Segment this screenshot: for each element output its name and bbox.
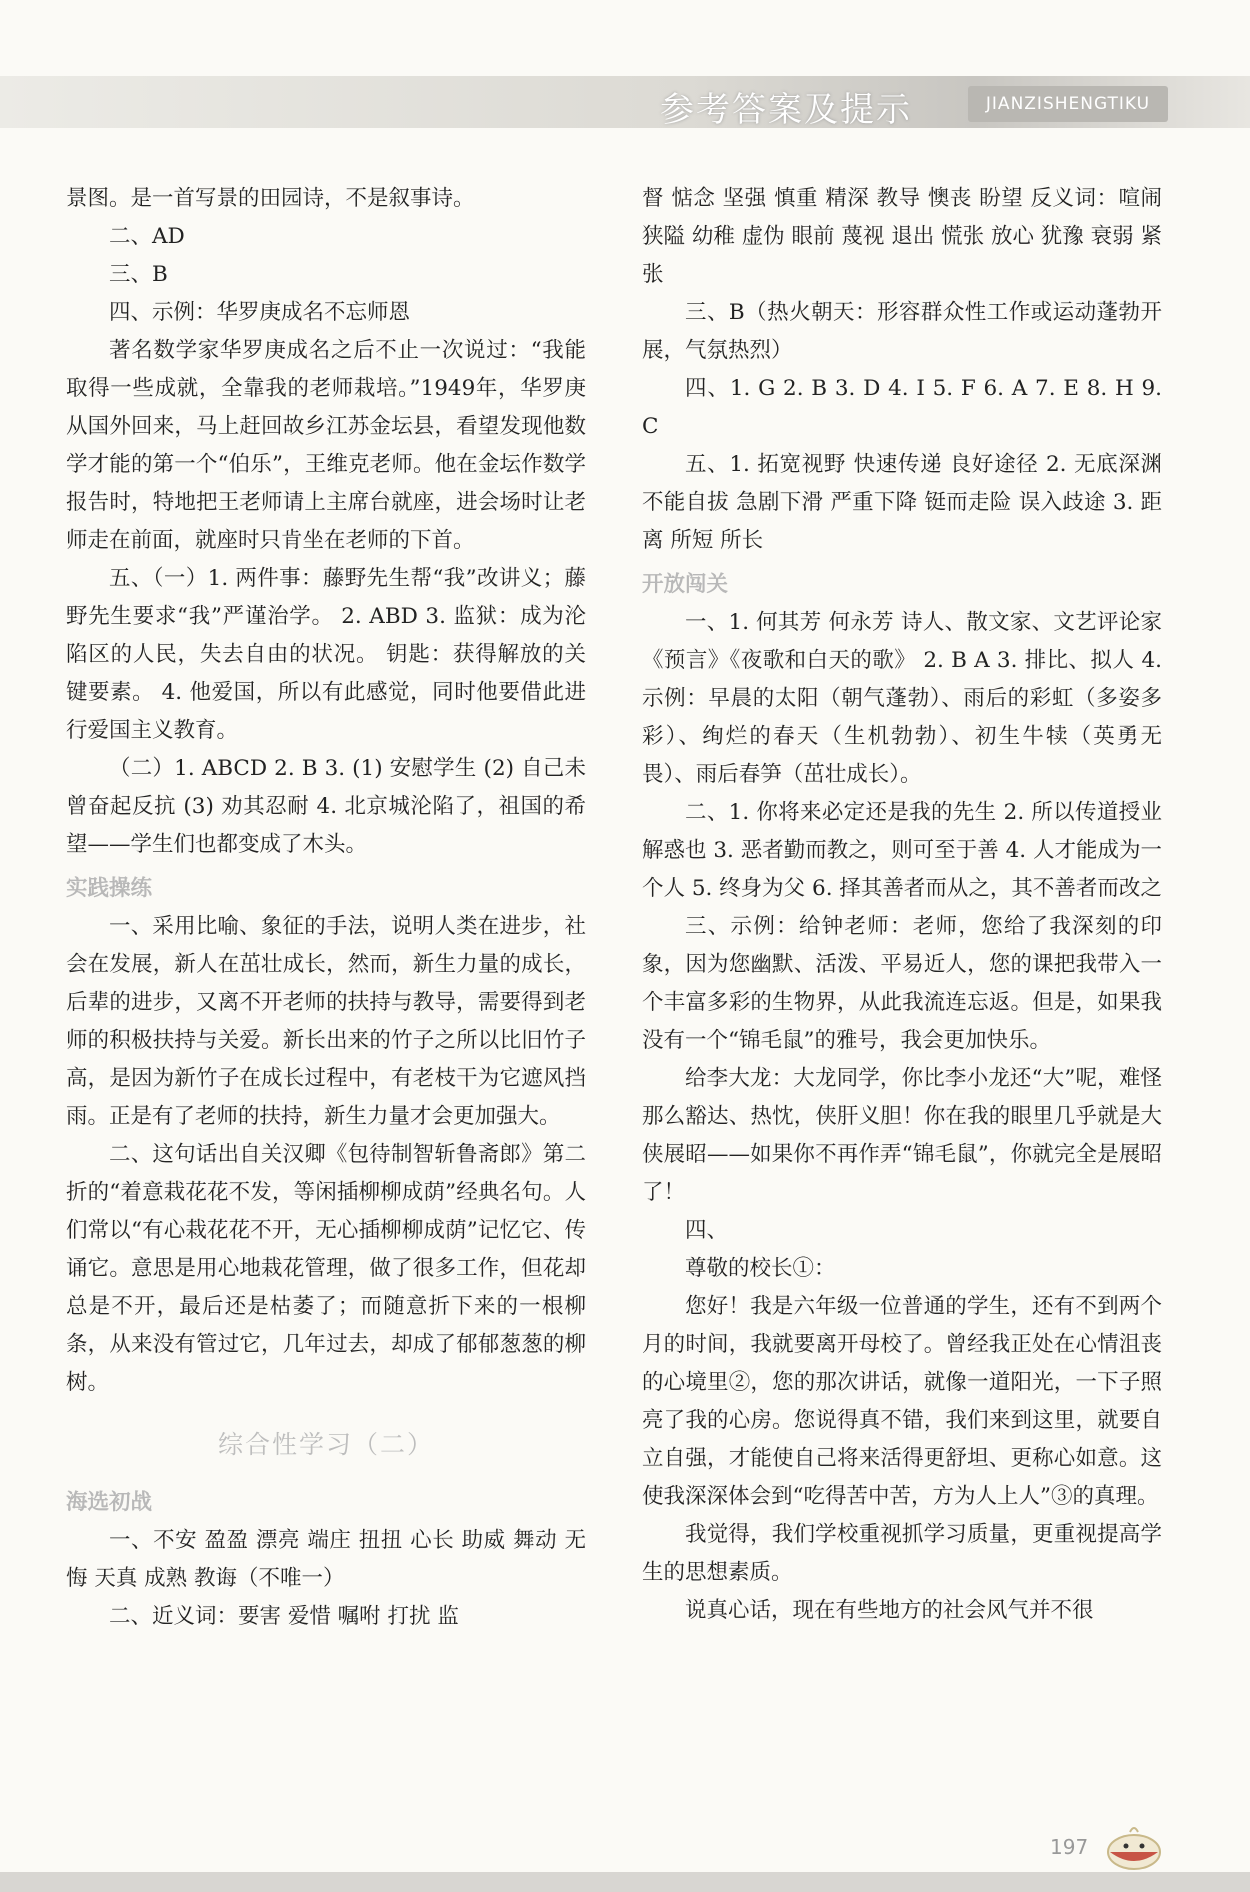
right-column: [642, 180, 1162, 1630]
paragraph: 景图。是一首写景的田园诗，不是叙事诗。: [66, 186, 475, 211]
left-column: [66, 180, 586, 1636]
paragraph: 一、不安 盈盈 漂亮 端庄 扭扭 心长 助威 舞动 无悔 天真 成熟 教诲（不唯一）: [66, 1528, 586, 1591]
section-heading-practice: 实践操练: [66, 876, 153, 901]
paragraph: 尊敬的校长①：: [685, 1256, 836, 1281]
paragraph: 二、AD: [109, 224, 185, 249]
section-heading-select: 海选初战: [66, 1490, 153, 1515]
paragraph: 给李大龙：大龙同学，你比李小龙还“大”呢，难怪那么豁达、热忱，侠肝义胆！你在我的眼里几乎就是大侠展昭——如果你不再作弄“锦毛鼠”，你就完全是展昭了！: [642, 1066, 1162, 1205]
paragraph: 您好！我是六年级一位普通的学生，还有不到两个月的时间，我就要离开母校了。曾经我正处在心情沮丧的心境里②，您的那次讲话，就像一道阳光，一下子照亮了我的心房。您说得真不错，我们来到这里，就要自立自强，才能使自己将来活得更舒坦、更称心如意。这使我深深体会到“吃得苦中苦，方为人上人”③的真理。: [642, 1294, 1162, 1509]
paragraph: 一、采用比喻、象征的手法，说明人类在进步，社会在发展，新人在茁壮成长，然而，新生力量的成长，后辈的进步，又离不开老师的扶持与教导，需要得到老师的积极扶持与关爱。新长出来的竹子之所以比旧竹子高，是因为新竹子在成长过程中，有老枝干为它遮风挡雨。正是有了老师的扶持，新生力量才会更加强大。: [66, 914, 586, 1129]
paragraph: 二、这句话出自关汉卿《包待制智斩鲁斋郎》第二折的“着意栽花花不发，等闲插柳柳成荫”经典名句。人们常以“有心栽花花不开，无心插柳柳成荫”记忆它、传诵它。意思是用心地栽花管理，做了很多工作，但花却总是不开，最后还是枯萎了；而随意折下来的一根柳条，从来没有管过它，几年过去，却成了郁郁葱葱的柳树。: [66, 1142, 586, 1395]
mascot-icon: [1104, 1822, 1164, 1872]
lesson-title: 综合性学习（二）: [217, 1430, 434, 1459]
paragraph: 二、1. 你将来必定还是我的先生 2. 所以传道授业解惑也 3. 恶者勤而教之，则可至于善 4. 人才能成为一个人 5. 终身为父 6. 择其善者而从之，其不善者而改之: [642, 800, 1162, 901]
paragraph: （二）1. ABCD 2. B 3. (1) 安慰学生 (2) 自己未曾奋起反抗 (3) 劝其忍耐 4. 北京城沦陷了，祖国的希望——学生们也都变成了木头。: [66, 756, 586, 857]
header-subtitle: JIANZISHENGTIKU: [968, 86, 1168, 122]
header-title: 参考答案及提示: [660, 90, 912, 130]
paragraph: 三、示例：给钟老师：老师，您给了我深刻的印象，因为您幽默、活泼、平易近人，您的课把我带入一个丰富多彩的生物界，从此我流连忘返。但是，如果我没有一个“锦毛鼠”的雅号，我会更加快乐。: [642, 914, 1162, 1053]
paragraph: 三、B（热火朝天：形容群众性工作或运动蓬勃开展，气氛热烈）: [642, 300, 1162, 363]
paragraph: 五、（一）1. 两件事：藤野先生帮“我”改讲义；藤野先生要求“我”严谨治学。 2. ABD 3. 监狱：成为沦陷区的人民，失去自由的状况。 钥匙：获得解放的关键要素。 4. 他爱国，所以有此感觉，同时他要借此进行爱国主义教育。: [66, 566, 586, 743]
paragraph: 四、示例：华罗庚成名不忘师恩: [109, 300, 411, 325]
paragraph: 督 惦念 坚强 慎重 精深 教导 懊丧 盼望 反义词：喧闹 狭隘 幼稚 虚伪 眼前 蔑视 退出 慌张 放心 犹豫 衰弱 紧张: [642, 186, 1162, 287]
paragraph: 著名数学家华罗庚成名之后不止一次说过：“我能取得一些成就，全靠我的老师栽培。”1949年，华罗庚从国外回来，马上赶回故乡江苏金坛县，看望发现他数学才能的第一个“伯乐”，王维克老师。他在金坛作数学报告时，特地把王老师请上主席台就座，进会场时让老师走在前面，就座时只肯坐在老师的下首。: [66, 338, 586, 553]
section-heading-open: 开放闯关: [642, 572, 729, 597]
paragraph: 二、近义词：要害 爱惜 嘱咐 打扰 监: [109, 1604, 459, 1629]
paragraph: 说真心话，现在有些地方的社会风气并不很: [685, 1598, 1094, 1623]
paragraph: 四、: [685, 1218, 729, 1243]
paragraph: 五、1. 拓宽视野 快速传递 良好途径 2. 无底深渊 不能自拔 急剧下滑 严重下降 铤而走险 误入歧途 3. 距离 所短 所长: [642, 452, 1162, 553]
paragraph: 三、B: [109, 262, 168, 287]
paragraph: 我觉得，我们学校重视抓学习质量，更重视提高学生的思想素质。: [642, 1522, 1162, 1585]
page-number: 197: [1050, 1835, 1089, 1859]
paragraph: 四、1. G 2. B 3. D 4. I 5. F 6. A 7. E 8. H 9. C: [642, 376, 1162, 439]
paragraph: 一、1. 何其芳 何永芳 诗人、散文家、文艺评论家 《预言》《夜歌和白天的歌》 2. B A 3. 排比、拟人 4. 示例：早晨的太阳（朝气蓬勃）、雨后的彩虹（多姿多彩）、绚烂的春天（生机勃勃）、初生牛犊（英勇无畏）、雨后春笋（茁壮成长）。: [642, 610, 1162, 787]
bottom-edge-strip: [0, 1872, 1250, 1892]
